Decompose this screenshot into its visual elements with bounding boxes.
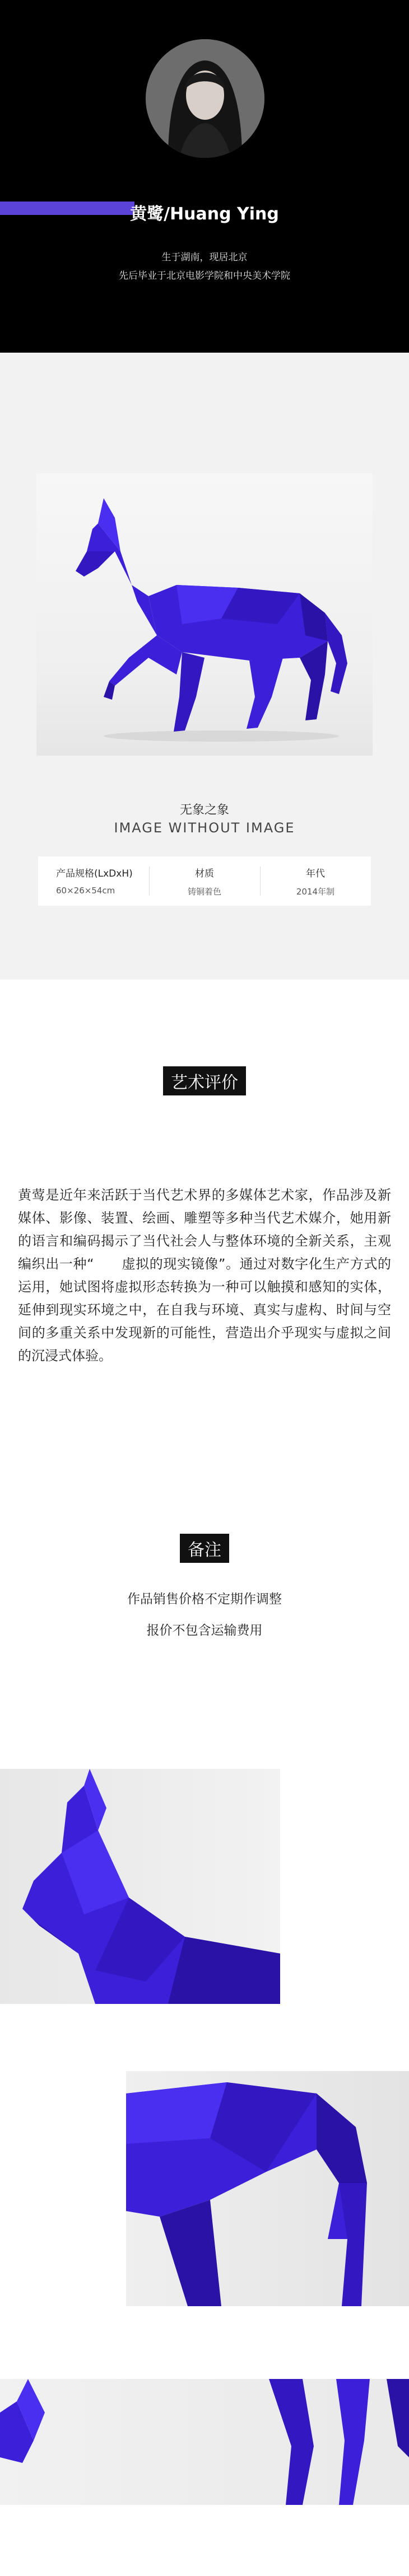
spec-value: 铸铜着色 (187, 887, 221, 897)
review-heading (0, 1066, 409, 1095)
spec-value: 60×26×54cm (56, 886, 115, 896)
avatar-portrait (146, 39, 264, 158)
note-line-2: 报价不包含运输费用 (146, 1623, 263, 1638)
bio-line-2: 先后毕业于北京电影学院和中央美术学院 (119, 270, 290, 282)
artist-header (0, 0, 409, 353)
detail-photo-legs (0, 2379, 409, 2505)
review-tag: 艺术评价 (163, 1066, 246, 1095)
note-tag: 备注 (180, 1534, 229, 1563)
artwork-title: 无象之象 (179, 803, 229, 817)
spec-label: 产品规格(LxDxH) (56, 868, 133, 879)
spec-label: 年代 (306, 868, 325, 879)
horse-body-closeup (126, 2071, 409, 2306)
artist-avatar (146, 39, 264, 158)
detail-photo-body (126, 2071, 409, 2306)
spec-year (260, 856, 371, 906)
review-text: 黄莺是近年来活跃于当代艺术界的多媒体艺术家，作品涉及新媒体、影像、装置、绘画、雕塑等多种当代艺术媒介，她用新的语言和编码揭示了当代社会人与整体环境的全新关系，主观编织出一种“ 虚拟的现实镜像”。通过对数字化生产方式的运用，她试图将虚拟形态转换为一种可以触摸和感知的实体，延伸到现实环境之中，在自我与环境、真实与虚构、时间与空间的多重关系中发现新的可能性，营造出介乎现实与虚拟之间的沉浸式体验。 (18, 1187, 391, 1364)
artwork-subtitle: IMAGE WITHOUT IMAGE (114, 820, 295, 836)
note-line-1: 作品销售价格不定期作调整 (127, 1592, 282, 1607)
artwork-photo (36, 473, 373, 756)
artist-name: 黄鹭/Huang Ying (130, 204, 279, 224)
note-heading (0, 1534, 409, 1563)
bio-line-1: 生于湖南，现居北京 (161, 252, 248, 263)
horse-head-closeup (0, 1769, 280, 2004)
horse-legs-closeup (0, 2379, 409, 2505)
spec-table (38, 856, 371, 906)
spec-size (38, 856, 149, 906)
spec-value: 2014年制 (296, 887, 335, 897)
spec-label: 材质 (195, 868, 214, 879)
spec-material (149, 856, 260, 906)
detail-photo-head (0, 1769, 280, 2004)
artwork-section (0, 353, 409, 980)
horse-sculpture-image (36, 473, 373, 756)
